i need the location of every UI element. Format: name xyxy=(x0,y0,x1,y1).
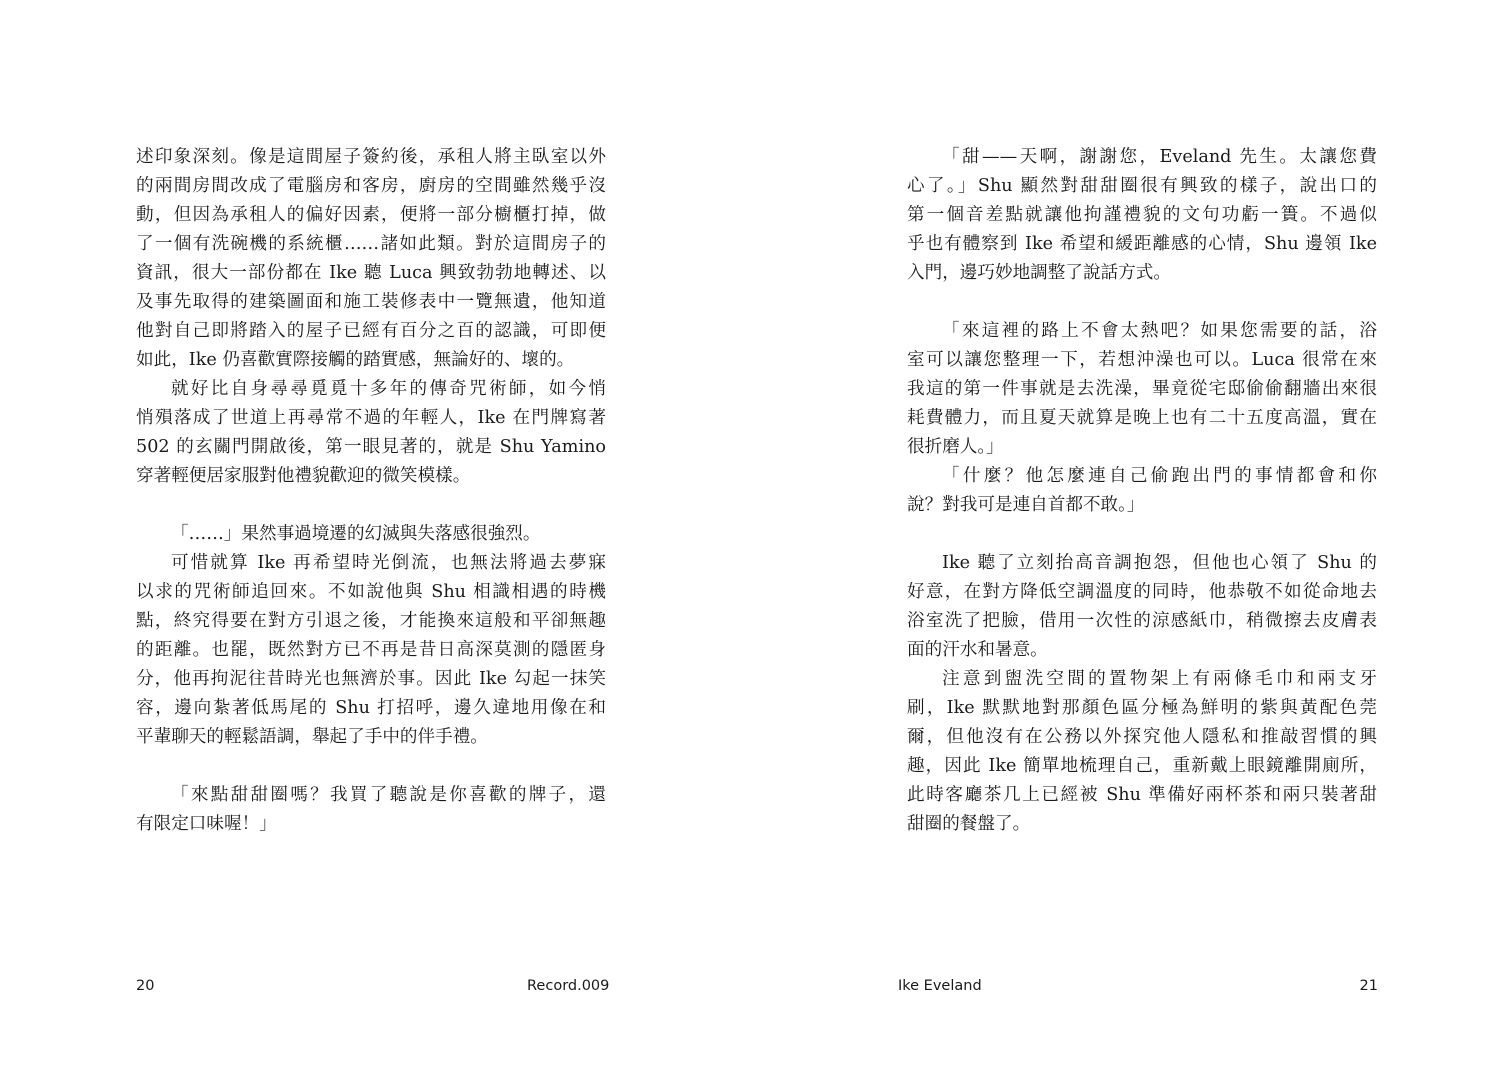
text-line: 點，終究得要在對方引退之後，才能換來這般和平卻無趣 xyxy=(136,611,606,631)
text-line: 他對自己即將踏入的屋子已經有百分之百的認識，可即便 xyxy=(136,321,606,341)
paragraph-gap xyxy=(136,752,606,781)
text-line: 述印象深刻。像是這間屋子簽約後，承租人將主臥室以外 xyxy=(136,147,606,167)
text-line: 「來這裡的路上不會太熱吧？如果您需要的話，浴 xyxy=(942,321,1377,341)
text-line: 注意到盥洗空間的置物架上有兩條毛巾和兩支牙 xyxy=(942,669,1377,689)
running-head-left: Record.009 xyxy=(527,978,610,994)
text-line: 平輩聊天的輕鬆語調，舉起了手中的伴手禮。 xyxy=(136,727,488,747)
paragraph-gap xyxy=(136,491,606,520)
text-line: 第一個音差點就讓他拘謹禮貌的文句功虧一簣。不過似 xyxy=(907,205,1377,225)
text-line: 室可以讓您整理一下，若想沖澡也可以。Luca 很常在來 xyxy=(907,350,1377,370)
text-line: 容，邊向紮著低馬尾的 Shu 打招呼，邊久違地用像在和 xyxy=(136,698,606,718)
text-line: Ike 聽了立刻抬高音調抱怨，但他也心領了 Shu 的 xyxy=(942,553,1377,573)
text-line: 穿著輕便居家服對他禮貌歡迎的微笑模樣。 xyxy=(136,466,471,486)
text-line: 以求的咒術師追回來。不如說他與 Shu 相識相遇的時機 xyxy=(136,582,606,602)
text-line: 及事先取得的建築圖面和施工裝修表中一覽無遺，他知道 xyxy=(136,292,606,312)
text-line: 「甜——天啊，謝謝您，Eveland 先生。太讓您費 xyxy=(942,147,1377,167)
text-line: 資訊，很大一部份都在 Ike 聽 Luca 興致勃勃地轉述、以 xyxy=(136,263,606,283)
text-line: 趣，因此 Ike 簡單地梳理自己，重新戴上眼鏡離開廁所， xyxy=(907,756,1377,776)
text-line: 乎也有體察到 Ike 希望和緩距離感的心情，Shu 邊領 Ike xyxy=(907,234,1377,254)
right-page-body xyxy=(907,143,1377,839)
text-line: 悄殞落成了世道上再尋常不過的年輕人，Ike 在門牌寫著 xyxy=(136,408,606,428)
page-number-left: 20 xyxy=(136,978,155,994)
text-line: 耗費體力，而且夏天就算是晚上也有二十五度高溫，實在 xyxy=(907,408,1377,428)
text-line: 心了。」Shu 顯然對甜甜圈很有興致的樣子，說出口的 xyxy=(907,176,1377,196)
left-page-body xyxy=(136,143,606,839)
text-line: 爾，但他沒有在公務以外探究他人隱私和推敲習慣的興 xyxy=(907,727,1377,747)
text-line: 如此，Ike 仍喜歡實際接觸的踏實感，無論好的、壞的。 xyxy=(136,350,575,370)
text-line: 動，但因為承租人的偏好因素，便將一部分櫥櫃打掉，做 xyxy=(136,205,606,225)
text-line: 我這的第一件事就是去洗澡，畢竟從宅邸偷偷翻牆出來很 xyxy=(907,379,1377,399)
text-line: 浴室洗了把臉，借用一次性的涼感紙巾，稍微擦去皮膚表 xyxy=(907,611,1377,631)
text-line: 分，他再拘泥往昔時光也無濟於事。因此 Ike 勾起一抹笑 xyxy=(136,669,606,689)
paragraph-gap xyxy=(907,520,1377,549)
text-line: 的距離。也罷，既然對方已不再是昔日高深莫測的隱匿身 xyxy=(136,640,606,660)
text-line: 入門，邊巧妙地調整了說話方式。 xyxy=(907,263,1171,283)
text-line: 刷，Ike 默默地對那顏色區分極為鮮明的紫與黃配色莞 xyxy=(907,698,1377,718)
text-line: 502 的玄關門開啟後，第一眼見著的，就是 Shu Yamino xyxy=(136,437,606,457)
text-line: 說？對我可是連自首都不敢。」 xyxy=(907,495,1145,515)
text-line: 有限定口味喔！」 xyxy=(136,814,277,834)
paragraph-gap xyxy=(907,288,1377,317)
text-line: 好意，在對方降低空調溫度的同時，他恭敬不如從命地去 xyxy=(907,582,1377,602)
running-head-right: Ike Eveland xyxy=(898,978,982,994)
text-line: 很折磨人。」 xyxy=(907,437,1004,457)
text-line: 了一個有洗碗機的系統櫃……諸如此類。對於這間房子的 xyxy=(136,234,606,254)
page-number-right: 21 xyxy=(1359,978,1378,994)
text-line: 此時客廳茶几上已經被 Shu 準備好兩杯茶和兩只裝著甜 xyxy=(907,785,1377,805)
text-line: 的兩間房間改成了電腦房和客房，廚房的空間雖然幾乎沒 xyxy=(136,176,606,196)
text-line: 甜圈的餐盤了。 xyxy=(907,814,1031,834)
text-line: 面的汗水和暑意。 xyxy=(907,640,1048,660)
text-line: 「……」果然事過境遷的幻滅與失落感很強烈。 xyxy=(171,524,541,544)
text-line: 「什麼？他怎麼連自己偷跑出門的事情都會和你 xyxy=(942,466,1377,486)
text-line: 可惜就算 Ike 再希望時光倒流，也無法將過去夢寐 xyxy=(171,553,606,573)
text-line: 就好比自身尋尋覓覓十多年的傳奇咒術師，如今悄 xyxy=(171,379,606,399)
text-line: 「來點甜甜圈嗎？我買了聽說是你喜歡的牌子，還 xyxy=(171,785,606,805)
